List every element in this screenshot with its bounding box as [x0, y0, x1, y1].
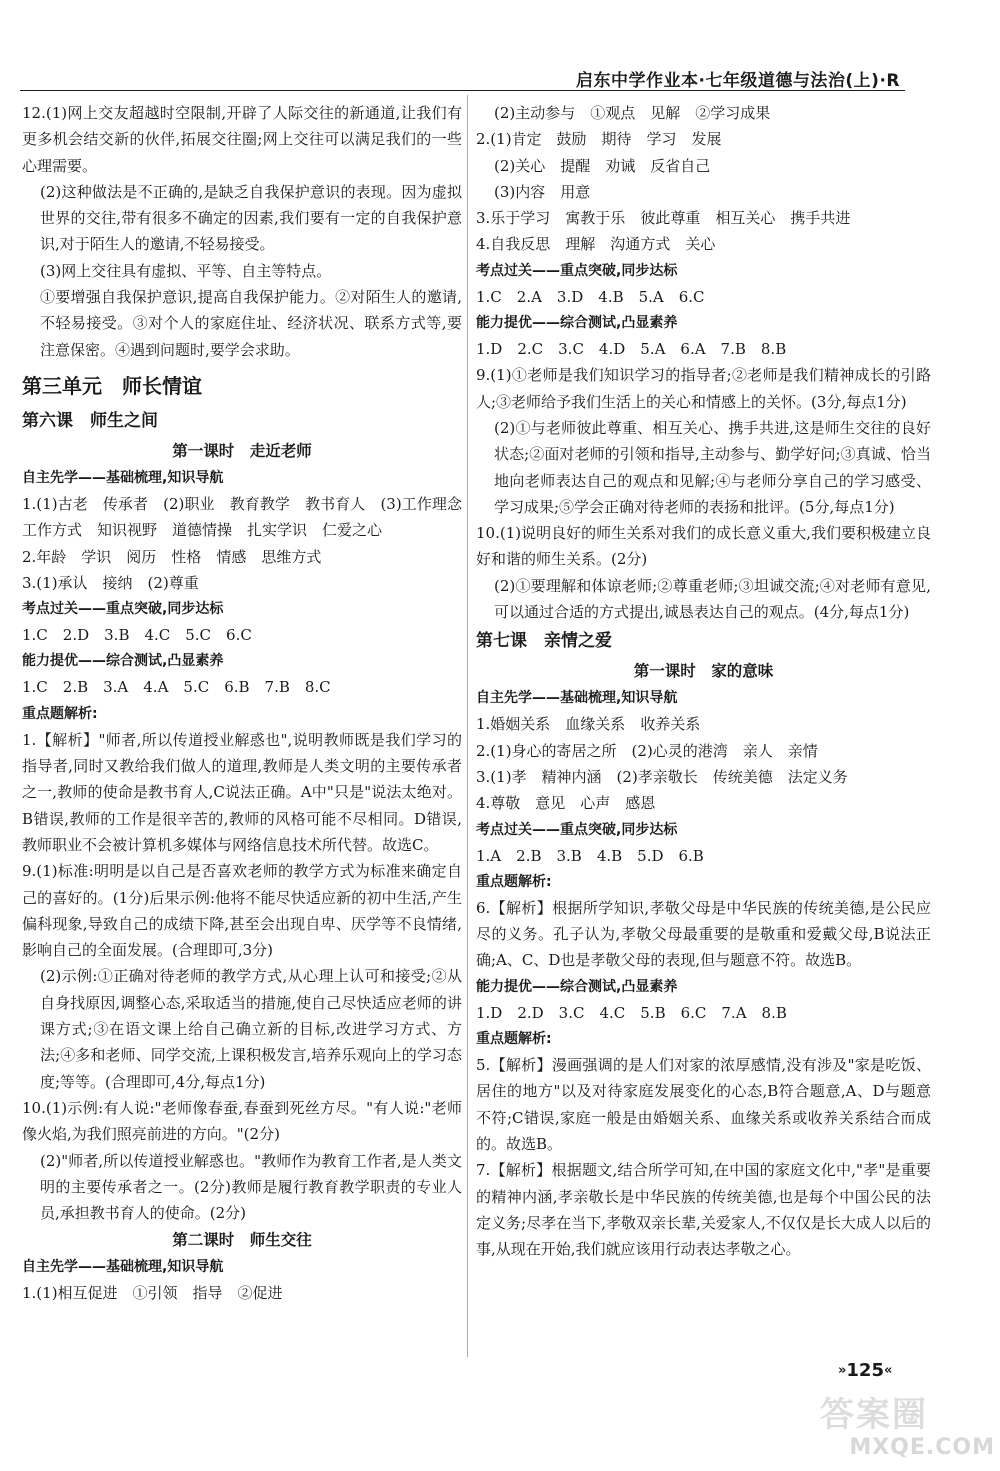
class-heading: 第一课时 走近老师: [172, 441, 312, 460]
section-heading: 重点题解析:: [22, 705, 98, 722]
class-heading: 第一课时 家的意味: [633, 662, 774, 681]
answer-line: 3.乐于学习 寓教于乐 彼此尊重 相互关心 携手共进: [476, 209, 851, 228]
section-heading: 自主先学——基础梳理,知识导航: [476, 690, 678, 707]
answer-paragraph: (2)①要理解和体谅老师;②尊重老师;③坦诚交流;④对老师有意见,可以通过合适的方式提出,诚恳表达自己的观点。(4分,每点1分): [494, 576, 931, 622]
column-divider: [467, 95, 468, 1357]
page-number: [838, 1360, 892, 1381]
watermark-url: MXQE.COM: [849, 1435, 995, 1460]
section-heading: 自主先学——基础梳理,知识导航: [22, 1259, 224, 1276]
right-column: [476, 100, 931, 1262]
answer-line: 2.(1)身心的寄居之所 (2)心灵的港湾 亲人 亲情: [476, 741, 818, 760]
answer-paragraph: (2)"师者,所以传道授业解惑也。"教师作为教育工作者,是人类文明的主要传承者之一。(2分)教师是履行教育教学职责的专业人员,承担教书育人的使命。(2分): [40, 1151, 462, 1223]
answer-line: 3.(1)承认 接纳 (2)尊重: [22, 573, 199, 592]
answer-line: 1.(1)古老 传承者 (2)职业 教育教学 教书育人 (3)工作理念 工作方式 知识视野 道德情操 扎实学识 仁爱之心: [22, 494, 478, 540]
answer-line: 1.婚姻关系 血缘关系 收养关系: [476, 715, 701, 734]
answer-line: 3.(1)孝 精神内涵 (2)孝亲敬长 传统美德 法定义务: [476, 767, 848, 786]
section-heading: 考点过关——重点突破,同步达标: [476, 821, 678, 838]
answer-line: 1.D 2.D 3.C 4.C 5.B 6.C 7.A 8.B: [476, 1003, 787, 1022]
analysis-paragraph: 6.【解析】根据所学知识,孝敬父母是中华民族的传统美德,是公民应尽的义务。孔子认为,孝敬父母最重要的是敬重和爱戴父母,B说法正确;A、C、D也是孝敬父母的表现,但与题意不符。故选B。: [476, 898, 931, 970]
page-arrow-right-icon: «: [883, 1363, 893, 1378]
answer-line: 1.A 2.B 3.B 4.B 5.D 6.B: [476, 846, 704, 865]
header-rule: [20, 90, 905, 91]
answer-paragraph: 10.(1)示例:有人说:"老师像春蚕,春蚕到死丝方尽。"有人说:"老师像火焰,为我们照亮前进的方向。"(2分): [22, 1098, 462, 1144]
section-heading: 能力提优——综合测试,凸显素养: [476, 315, 678, 332]
book-title: 启东中学作业本·七年级道德与法治(上)·R: [575, 71, 900, 91]
answer-12-3: (3)网上交往具有虚拟、平等、自主等特点。: [40, 261, 332, 280]
answer-12-1: 12.(1)网上交友超越时空限制,开辟了人际交往的新通道,让我们有更多机会结交新的伙伴,拓展交往圈;网上交往可以满足我们的一些心理需要。: [22, 104, 462, 175]
left-column: [22, 100, 478, 1307]
answer-paragraph: 10.(1)说明良好的师生关系对我们的成长意义重大,我们要积极建立良好和谐的师生关系。(2分): [476, 524, 931, 569]
answer-line: 2.年龄 学识 阅历 性格 情感 思维方式: [22, 547, 322, 566]
page-number-value: 125: [846, 1360, 884, 1381]
analysis-paragraph: 7.【解析】根据题文,结合所学可知,在中国的家庭文化中,"孝"是重要的精神内涵,孝亲敬长是中华民族的传统美德,也是每个中国公民的法定义务;尽孝在当下,孝敬双亲长辈,关爱家人,不仅仅是长大成人以后的事,从现在开始,我们就应该用行动表达孝敬之心。: [476, 1161, 931, 1259]
lesson-heading: 第七课 亲情之爱: [476, 631, 612, 652]
answer-paragraph: 9.(1)标准:明明是以自己是否喜欢老师的教学方式为标准来确定自己的喜好的。(1分)后果示例:他将不能尽快适应新的初中生活,产生偏科现象,导致自己的成绩下降,甚至会出现自卑、厌学等不良情绪,影响自己的全面发展。(合理即可,3分): [22, 862, 462, 960]
page-header: [0, 62, 1000, 92]
answer-line: 1.C 2.B 3.A 4.A 5.C 6.B 7.B 8.C: [22, 678, 331, 697]
section-heading: 能力提优——综合测试,凸显素养: [476, 978, 678, 995]
answer-paragraph: 9.(1)①老师是我们知识学习的指导者;②老师是我们精神成长的引路人;③老师给予我们生活上的关心和情感上的关怀。(3分,每点1分): [476, 366, 931, 411]
section-heading: 重点题解析:: [476, 873, 552, 890]
answer-12-4: ①要增强自我保护意识,提高自我保护能力。②对陌生人的邀请,不轻易接受。③对个人的家庭住址、经济状况、联系方式等,要注意保密。④遇到问题时,要学会求助。: [40, 288, 462, 359]
section-heading: 重点题解析:: [476, 1031, 552, 1048]
unit-heading: 第三单元 师长情谊: [22, 373, 202, 398]
class-heading: 第二课时 师生交往: [172, 1231, 312, 1250]
answer-paragraph: (2)①与老师彼此尊重、相互关心、携手共进,这是师生交往的良好状态;②面对老师的引领和指导,主动参与、勤学好问;③真诚、恰当地向老师表达自己的观点和见解;④与老师分享自己的学习感受、学习成果;⑤学会正确对待老师的表扬和批评。(5分,每点1分): [494, 418, 931, 516]
answer-line: 1.(1)相互促进 ①引领 指导 ②促进: [22, 1284, 283, 1303]
page-arrow-left-icon: »: [838, 1363, 847, 1378]
answer-line: (2)主动参与 ①观点 见解 ②学习成果: [494, 104, 771, 122]
watermark-logo: [820, 1395, 995, 1467]
analysis-paragraph: 1.【解析】"师者,所以传道授业解惑也",说明教师既是我们学习的指导者,同时又教给我们做人的道理,教师是人类文明的主要传承者之一,教师的使命是教书育人,C说法正确。A中"只是"说法太绝对。B错误,教师的工作是很辛苦的,教师的风格可能不尽相同。D错误,教师职业不会被计算机多媒体与网络信息技术所代替。故选C。: [22, 730, 462, 854]
answer-line: 4.尊敬 意见 心声 感恩: [476, 794, 656, 813]
section-heading: 自主先学——基础梳理,知识导航: [22, 469, 224, 486]
section-heading: 考点过关——重点突破,同步达标: [476, 262, 678, 279]
answer-line: 1.D 2.C 3.C 4.D 5.A 6.A 7.B 8.B: [476, 340, 787, 359]
watermark-text: 答案圈: [820, 1395, 928, 1435]
answer-line: 1.C 2.D 3.B 4.C 5.C 6.C: [22, 626, 252, 645]
answer-line: 4.自我反思 理解 沟通方式 关心: [476, 235, 716, 254]
section-heading: 能力提优——综合测试,凸显素养: [22, 653, 224, 670]
lesson-heading: 第六课 师生之间: [22, 410, 158, 431]
answer-line: 2.(1)肯定 鼓励 期待 学习 发展: [476, 130, 722, 149]
answer-paragraph: (2)示例:①正确对待老师的教学方式,从心理上认可和接受;②从自身找原因,调整心态,采取适当的措施,使自己尽快适应老师的讲课方式;③在语文课上给自己确立新的目标,改进学习方式、方法;④多和老师、同学交流,上课积极发言,培养乐观向上的学习态度;等等。(合理即可,4分,每点1分): [40, 967, 462, 1091]
answer-line: (2)关心 提醒 劝诫 反省自己: [494, 156, 711, 175]
answer-line: (3)内容 用意: [494, 182, 591, 201]
section-heading: 考点过关——重点突破,同步达标: [22, 601, 224, 618]
analysis-paragraph: 5.【解析】漫画强调的是人们对家的浓厚感情,没有涉及"家是吃饭、居住的地方"以及对待家庭发展变化的心态,B符合题意,A、D与题意不符;C错误,家庭一般是由婚姻关系、血缘关系或收养关系结合而成的。故选B。: [476, 1056, 931, 1153]
answer-12-2: (2)这种做法是不正确的,是缺乏自我保护意识的表现。因为虚拟世界的交往,带有很多不确定的因素,我们要有一定的自我保护意识,对于陌生人的邀请,不轻易接受。: [40, 182, 462, 254]
answer-line: 1.C 2.A 3.D 4.B 5.A 6.C: [476, 287, 705, 306]
